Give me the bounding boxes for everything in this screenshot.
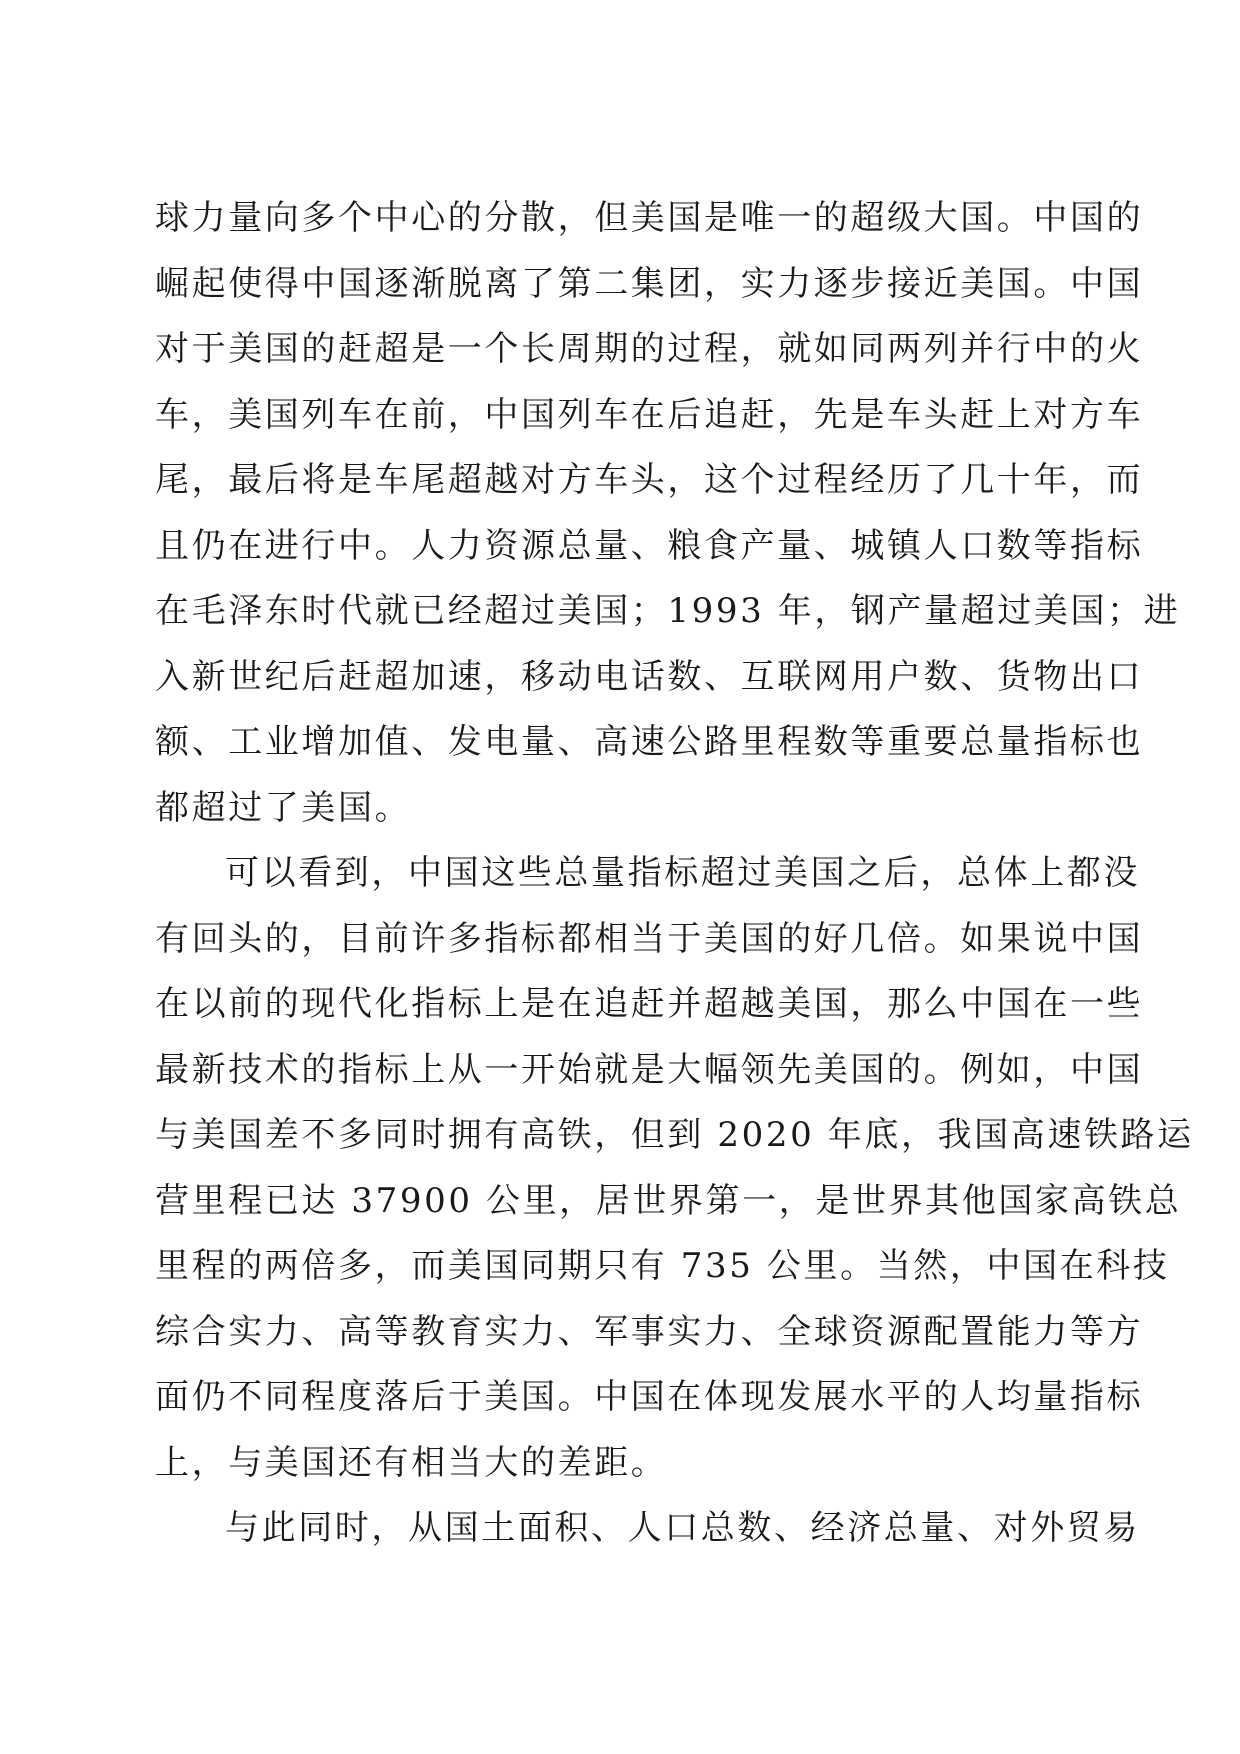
text-line: 综合实力、高等教育实力、军事实力、全球资源配置能力等方 bbox=[155, 1311, 1144, 1352]
text-line: 崛起使得中国逐渐脱离了第二集团，实力逐步接近美国。中国 bbox=[155, 263, 1144, 304]
text-line: 营里程已达 37900 公里，居世界第一，是世界其他国家高铁总 bbox=[155, 1180, 1182, 1221]
text-line: 在以前的现代化指标上是在追赶并超越美国，那么中国在一些 bbox=[155, 984, 1144, 1024]
text-line: 尾，最后将是车尾超越对方车头，这个过程经历了几十年，而 bbox=[155, 460, 1144, 500]
text-line: 与此同时，从国土面积、人口总数、经济总量、对外贸易 bbox=[225, 1508, 1140, 1548]
text-line: 车，美国列车在前，中国列车在后追赶，先是车头赶上对方车 bbox=[155, 394, 1144, 435]
text-line: 面仍不同程度落后于美国。中国在体现发展水平的人均量指标 bbox=[155, 1377, 1144, 1417]
text-line: 球力量向多个中心的分散，但美国是唯一的超级大国。中国的 bbox=[155, 198, 1144, 238]
text-line: 有回头的，目前许多指标都相当于美国的好几倍。如果说中国 bbox=[155, 918, 1144, 959]
text-line: 且仍在进行中。人力资源总量、粮食产量、城镇人口数等指标 bbox=[155, 525, 1144, 566]
text-line: 里程的两倍多，而美国同期只有 735 公里。当然，中国在科技 bbox=[155, 1246, 1170, 1286]
text-line: 对于美国的赶超是一个长周期的过程，就如同两列并行中的火 bbox=[155, 329, 1144, 369]
text-line: 与美国差不多同时拥有高铁，但到 2020 年底，我国高速铁路运 bbox=[155, 1115, 1194, 1155]
text-line: 在毛泽东时代就已经超过美国；1993 年，钢产量超过美国；进 bbox=[155, 591, 1181, 631]
text-line: 额、工业增加值、发电量、高速公路里程数等重要总量指标也 bbox=[155, 722, 1144, 762]
text-line: 可以看到，中国这些总量指标超过美国之后，总体上都没 bbox=[225, 853, 1140, 893]
text-line: 都超过了美国。 bbox=[155, 787, 412, 828]
text-line: 上，与美国还有相当大的差距。 bbox=[155, 1442, 668, 1483]
text-line: 最新技术的指标上从一开始就是大幅领先美国的。例如，中国 bbox=[155, 1049, 1144, 1090]
text-line: 入新世纪后赶超加速，移动电话数、互联网用户数、货物出口 bbox=[155, 656, 1144, 697]
body-text bbox=[155, 186, 1194, 1562]
